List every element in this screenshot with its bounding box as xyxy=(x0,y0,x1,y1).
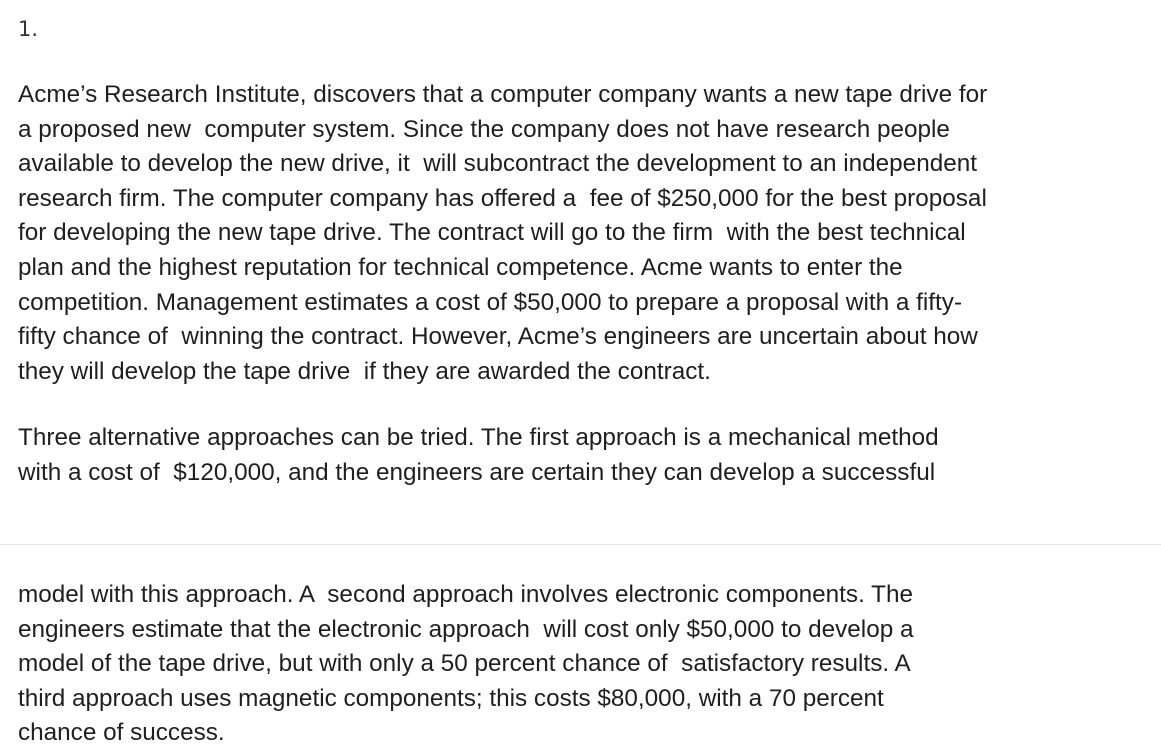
text-line: model with this approach. A second approach involves electronic components. The xyxy=(18,581,914,608)
text-line: available to develop the new drive, it will subcontract the development to an independent xyxy=(18,150,977,178)
text-line: plan and the highest reputation for technical competence. Acme wants to enter the xyxy=(18,253,903,281)
text-line: a proposed new computer system. Since the company does not have research people xyxy=(18,115,950,143)
text-line: they will develop the tape drive if they are awarded the contract. xyxy=(18,357,711,385)
text-line: Three alternative approaches can be tried. The first approach is a mechanical method xyxy=(18,424,939,451)
question-number: 1. xyxy=(18,17,39,41)
text-line: Acme’s Research Institute, discovers that a computer company wants a new tape drive for xyxy=(18,81,988,108)
text-line: engineers estimate that the electronic approach will cost only $50,000 to develop a xyxy=(18,615,914,643)
paragraph-problem-statement xyxy=(18,78,1138,389)
text-line: fifty chance of winning the contract. However, Acme’s engineers are uncertain about how xyxy=(18,323,978,351)
text-line: chance of success. xyxy=(18,719,225,747)
page-divider xyxy=(0,544,1161,545)
text-line: for developing the new tape drive. The contract will go to the firm with the best technical xyxy=(18,219,966,247)
text-line: competition. Management estimates a cost of $50,000 to prepare a proposal with a fifty- xyxy=(18,288,963,316)
text-line: with a cost of $120,000, and the engineers are certain they can develop a successful xyxy=(18,458,936,486)
paragraph-approaches-continued xyxy=(18,578,1138,751)
paragraph-approaches xyxy=(18,421,1138,490)
text-line: third approach uses magnetic components; this costs $80,000, with a 70 percent xyxy=(18,684,884,712)
text-line: research firm. The computer company has offered a fee of $250,000 for the best proposal xyxy=(18,184,987,212)
text-line: model of the tape drive, but with only a 50 percent chance of satisfactory results. A xyxy=(18,650,911,678)
